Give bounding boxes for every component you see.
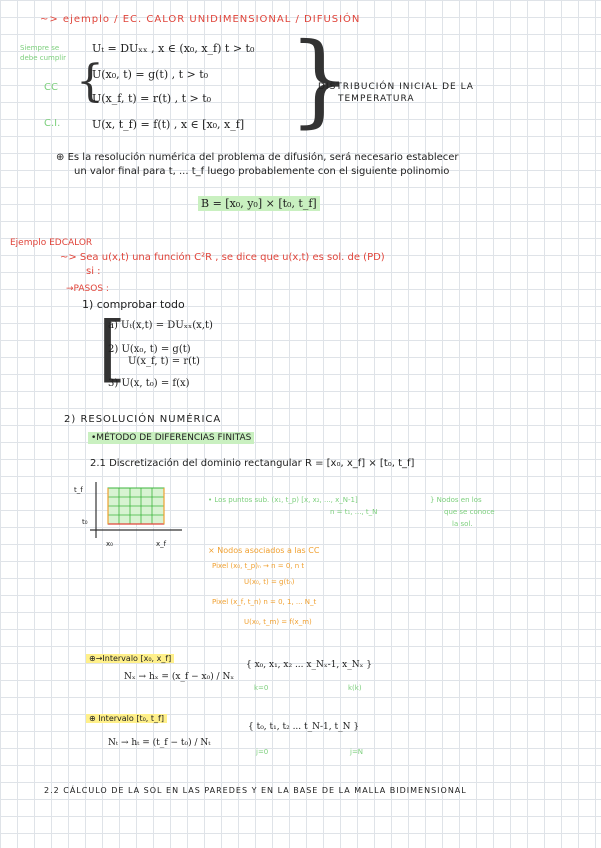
step-2: 2) RESOLUCIÓN NUMÉRICA: [64, 414, 222, 425]
orange-note-line-2: Pixel (x₀, t_p)ₙ → n = 0, n t: [212, 562, 305, 570]
axis-label-tf: t_f: [74, 486, 83, 494]
page-title: ~> ejemplo / EC. CALOR UNIDIMENSIONAL / DIFUSIÓN: [40, 14, 361, 25]
boxed-formula: B = [x₀, y₀] × [t₀, t_f]: [198, 196, 320, 211]
paragraph-line-1: ⊕ Es la resolución numérica del problema de difusión, será necesario establecer: [56, 152, 459, 163]
step1-item-bc-left: 2) U(x₀, t) = g(t): [108, 344, 191, 355]
si-line: si :: [86, 266, 101, 277]
green-note-line-5: la sol.: [452, 520, 473, 528]
intervalo-t-label: ⊕ Intervalo [t₀, t_f]: [86, 714, 167, 723]
step1-item-bc-right: U(x_f, t) = r(t): [128, 356, 200, 367]
equation-ic: U(x, t_f) = f(t) , x ∈ [x₀, x_f]: [92, 118, 245, 131]
right-brace: }: [288, 21, 352, 138]
ci-label: C.I.: [44, 118, 61, 129]
green-note-line-4: que se conoce: [444, 508, 495, 516]
equation-bc-left: U(x₀, t) = g(t) , t > t₀: [92, 68, 209, 81]
green-note-line-2: n = t₁, ..., t_N: [330, 508, 378, 516]
brace-text-line-2: TEMPERATURA: [338, 94, 415, 104]
intervalo-t-sub-start: j=0: [256, 748, 269, 756]
intervalo-x-set: { x₀, x₁, x₂ ... x_Nₓ-1, x_Nₓ }: [246, 660, 372, 670]
equation-bc-right: U(x_f, t) = r(t) , t > t₀: [92, 92, 212, 105]
sea-line: ~> Sea u(x,t) una función C²R , se dice que u(x,t) es sol. de (PD): [60, 252, 385, 263]
step1-item-pde: a) Uₜ(x,t) = DUₓₓ(x,t): [108, 320, 213, 331]
intervalo-t-sub-end: j=N: [350, 748, 364, 756]
paragraph-line-2: un valor final para t, ... t_f luego probablemente con el siguiente polinomio: [74, 166, 450, 177]
brace-text-line-1: DISTRIBUCIÓN INICIAL DE LA: [318, 82, 474, 92]
circled-plus-icon: ⊕: [56, 152, 65, 163]
orange-note-line-5: U(x₀, t_m) = f(x_m): [244, 618, 312, 626]
note-left-line-1: Siempre se: [20, 44, 60, 52]
pasos-label: →PASOS :: [66, 284, 109, 294]
note-left-line-2: debe cumplir: [20, 54, 67, 62]
axis-label-x0: x₀: [106, 540, 113, 548]
mesh-diagram: [78, 478, 188, 546]
metodo-label: •MÉTODO DE DIFERENCIAS FINITAS: [88, 432, 254, 444]
ejemplo-edcalor-title: Ejemplo EDCALOR: [10, 238, 93, 248]
green-note-line-3: } Nodos en los: [430, 496, 482, 504]
step1-brace: [: [98, 306, 127, 390]
axis-label-t0: t₀: [82, 518, 88, 526]
cc-label: CC: [44, 82, 58, 93]
step-2-2: 2.2 CÁLCULO DE LA SOL EN LAS PAREDES Y EN LA BASE DE LA MALLA BIDIMENSIONAL: [44, 786, 467, 795]
intervalo-x-sub-start: k=0: [254, 684, 269, 692]
intervalo-x-formula: Nₓ → hₓ = (x_f − x₀) / Nₓ: [124, 672, 235, 682]
orange-note-line-1: × Nodos asociados a las CC: [208, 546, 320, 555]
intervalo-x-label: ⊕→Intervalo [x₀, x_f]: [86, 654, 174, 663]
step1-item-ic: 3) U(x, t₀) = f(x): [108, 378, 190, 389]
step-2-1: 2.1 Discretización del dominio rectangular R = [x₀, x_f] × [t₀, t_f]: [90, 458, 415, 469]
green-note-line-1: • Los puntos sub. (x₁, t_p) [x, x₂, ..., x_N-1]: [208, 496, 358, 504]
cc-brace: {: [76, 56, 104, 107]
step-1: 1) comprobar todo: [82, 298, 185, 311]
axis-label-xf: x_f: [156, 540, 167, 548]
intervalo-t-set: { t₀, t₁, t₂ ... t_N-1, t_N }: [248, 722, 360, 732]
intervalo-x-sub-end: k(k): [348, 684, 362, 692]
orange-note-line-4: Pixel (x_f, t_n) n = 0, 1, ... N_t: [212, 598, 317, 606]
intervalo-t-formula: Nₜ → hₜ = (t_f − t₀) / Nₜ: [108, 738, 211, 748]
equation-pde: Uₜ = DUₓₓ , x ∈ (x₀, x_f) t > t₀: [92, 42, 255, 55]
orange-note-line-3: U(x₀, t) = g(tₙ): [244, 578, 295, 586]
